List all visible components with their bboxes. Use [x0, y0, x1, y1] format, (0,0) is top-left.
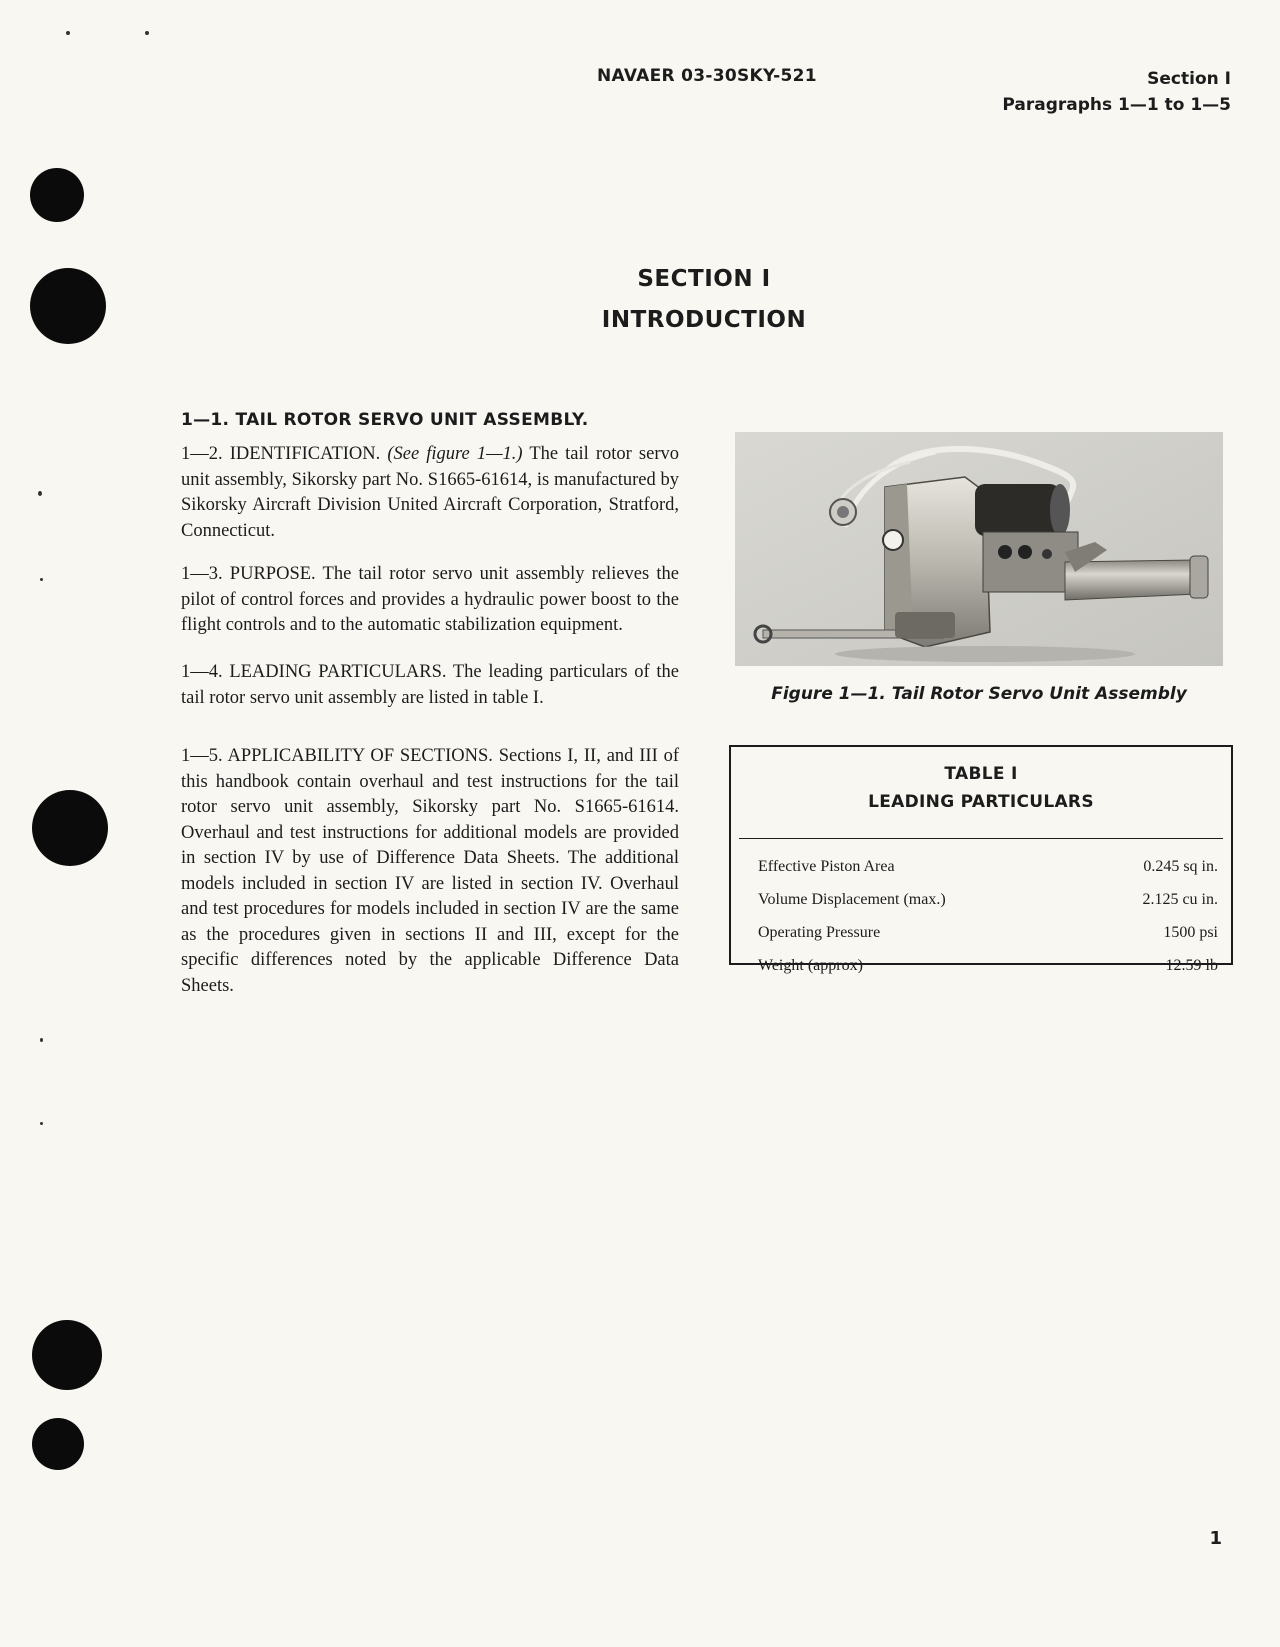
binder-hole: [32, 1320, 102, 1390]
leading-particulars-table: [729, 745, 1233, 974]
paragraph-text: The tail rotor servo unit assembly, Sikorsky part No. S1665-61614, is manufactured by Sikorsky Aircraft Division United Aircraft Corporation, Stratford, Connecticut.: [181, 444, 679, 541]
section-label: Section I: [1147, 69, 1231, 89]
paragraph-identification: [181, 442, 679, 544]
section-subtitle: INTRODUCTION: [601, 307, 807, 333]
speck: [40, 578, 43, 581]
row-value: 1500 psi: [1163, 924, 1218, 941]
speck: [40, 1122, 43, 1125]
table-number: TABLE I: [944, 764, 1018, 784]
paragraph-purpose: 1—3. PURPOSE. The tail rotor servo unit assembly relieves the pilot of control forces and provides a hydraulic power boost to the flight controls and to the automatic stabilization equipment.: [181, 564, 679, 635]
paragraph-applicability: 1—5. APPLICABILITY OF SECTIONS. Sections I, II, and III of this handbook contain overhaul and test instructions for the tail rotor servo unit assembly, Sikorsky part No. S1665-61614. Overhaul and test instructions for additional models are provided in section IV by use of Difference Data Sheets. The additional models included in section IV are listed in section IV. Overhaul and test procedures for models included in section IV are the same as the procedures given in sections II and III, except for the specific differences noted by the applicable Difference Data Sheets.: [181, 746, 679, 996]
header-right: [1002, 66, 1231, 118]
speck: [40, 1038, 43, 1042]
document-number: NAVAER 03-30SKY-521: [597, 66, 817, 86]
speck: [38, 491, 42, 496]
table-divider: [739, 838, 1223, 839]
binder-hole: [32, 1418, 84, 1470]
binder-hole: [30, 168, 84, 222]
figure-caption: Figure 1—1. Tail Rotor Servo Unit Assembly: [771, 684, 1187, 704]
row-label: Effective Piston Area: [758, 858, 895, 875]
row-value: 12.59 lb: [1165, 957, 1218, 974]
paragraph-range: Paragraphs 1—1 to 1—5: [1002, 95, 1231, 115]
binder-hole: [32, 790, 108, 866]
row-value: 2.125 cu in.: [1142, 891, 1218, 908]
speck: [66, 31, 70, 35]
page-number: 1: [1209, 1528, 1222, 1549]
table-row: [758, 921, 1218, 954]
row-label: Volume Displacement (max.): [758, 891, 946, 908]
table-row: [758, 954, 1218, 987]
paragraph-leading-particulars: 1—4. LEADING PARTICULARS. The leading particulars of the tail rotor servo unit assembly are listed in table I.: [181, 662, 679, 708]
row-value: 0.245 sq in.: [1143, 858, 1218, 875]
figure-reference: (See figure 1—1.): [387, 444, 523, 464]
table-title: LEADING PARTICULARS: [868, 792, 1094, 812]
table-row: [758, 855, 1218, 888]
paragraph-heading: 1—1. TAIL ROTOR SERVO UNIT ASSEMBLY.: [181, 410, 589, 430]
table-body: [758, 855, 1218, 987]
speck: [145, 31, 149, 35]
paragraph-lead: 1—2. IDENTIFICATION.: [181, 444, 388, 464]
servo-unit-photo: [735, 432, 1223, 666]
section-title: SECTION I: [637, 266, 771, 292]
table-row: [758, 888, 1218, 921]
row-label: Operating Pressure: [758, 924, 881, 941]
row-label: Weight (approx): [758, 957, 863, 974]
